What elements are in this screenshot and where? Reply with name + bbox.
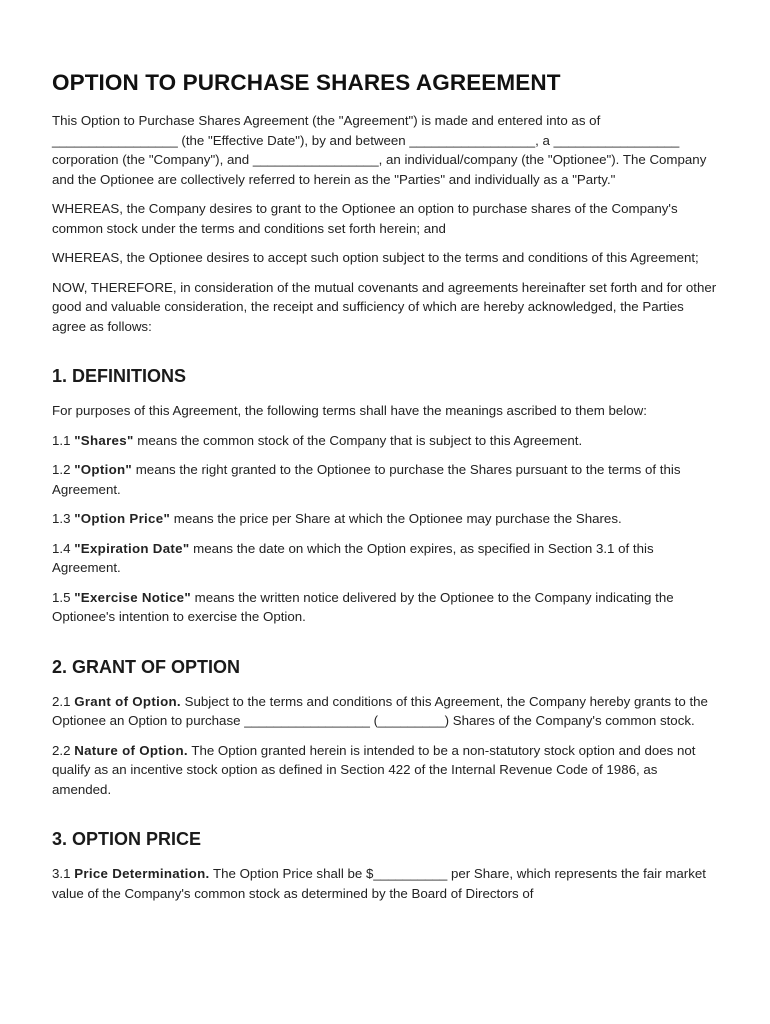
- clause-title: Grant of Option.: [74, 693, 181, 709]
- clause-text: The Option granted herein is intended to be a non-statutory stock option and does not qualify as an incentive stock option as defined in Section 422 of the Internal Revenue Code of 1986, as amended.: [52, 742, 696, 797]
- clause-title: Nature of Option.: [74, 742, 188, 758]
- clause-text: The Option Price shall be $__________ per Share, which represents the fair market value of the Company's common stock as determined by the Board of Directors of: [52, 866, 706, 901]
- definition-expiration-date: [52, 539, 718, 578]
- definitions-intro: For purposes of this Agreement, the following terms shall have the meanings ascribed to them below:: [52, 403, 647, 418]
- definition-shares: [52, 431, 718, 451]
- section-heading-option-price: 3. OPTION PRICE: [52, 829, 202, 849]
- definition-exercise-notice: [52, 588, 718, 627]
- clause-grant-of-option: [52, 692, 718, 731]
- defined-term: "Exercise Notice": [74, 589, 191, 605]
- clause-number: 3.1: [52, 866, 75, 881]
- clause-number: 1.3: [52, 511, 75, 526]
- defined-term: "Option Price": [74, 511, 171, 526]
- definition-text: means the written notice delivered by the Optionee to the Company indicating the Optionee's intention to exercise the Option.: [52, 589, 674, 624]
- defined-term: "Expiration Date": [74, 540, 190, 556]
- section-heading-grant-of-option: 2. GRANT OF OPTION: [52, 656, 241, 677]
- defined-term: "Option": [74, 462, 133, 477]
- clause-price-determination: [52, 864, 718, 903]
- whereas-clause-2: WHEREAS, the Optionee desires to accept such option subject to the terms and conditions of this Agreement;: [52, 250, 699, 265]
- section-heading-definitions: 1. DEFINITIONS: [52, 366, 187, 386]
- document-title: OPTION TO PURCHASE SHARES AGREEMENT: [52, 70, 561, 95]
- clause-nature-of-option: [52, 741, 718, 800]
- now-therefore-clause: NOW, THEREFORE, in consideration of the mutual covenants and agreements hereinafter set forth and for other good and valuable consideration, the receipt and sufficiency of which are hereby acknowledged, the Parties agree as follows:: [52, 279, 717, 334]
- clause-number: 1.4: [52, 540, 75, 556]
- clause-text: Subject to the terms and conditions of this Agreement, the Company hereby grants to the Optionee an Option to purchase _________________ (_________) Shares of the Company's common stock.: [52, 693, 708, 728]
- definition-option: [52, 460, 718, 499]
- definition-text: means the price per Share at which the Optionee may purchase the Shares.: [170, 511, 622, 526]
- clause-number: 1.2: [52, 462, 75, 477]
- clause-number: 2.1: [52, 693, 75, 709]
- definition-text: means the date on which the Option expires, as specified in Section 3.1 of this Agreement.: [52, 540, 654, 575]
- preamble-intro: This Option to Purchase Shares Agreement (the "Agreement") is made and entered into as of _________________ (the "Effective Date"), by and between _________________, a _________________ corporation (the "Company"), and _________________, an individual/company (the "Optionee"). The Company and the Optionee are collectively referred to herein as the "Parties" and individually as a "Party.": [52, 113, 707, 187]
- whereas-clause-1: WHEREAS, the Company desires to grant to the Optionee an option to purchase shares of the Company's common stock under the terms and conditions set forth herein; and: [52, 201, 678, 236]
- definition-option-price: [52, 509, 718, 529]
- definition-text: means the common stock of the Company that is subject to this Agreement.: [133, 432, 583, 448]
- definition-text: means the right granted to the Optionee to purchase the Shares pursuant to the terms of this Agreement.: [52, 462, 681, 497]
- clause-title: Price Determination.: [74, 866, 210, 881]
- clause-number: 2.2: [52, 742, 75, 758]
- defined-term: "Shares": [74, 432, 134, 448]
- clause-number: 1.5: [52, 589, 75, 605]
- clause-number: 1.1: [52, 432, 75, 448]
